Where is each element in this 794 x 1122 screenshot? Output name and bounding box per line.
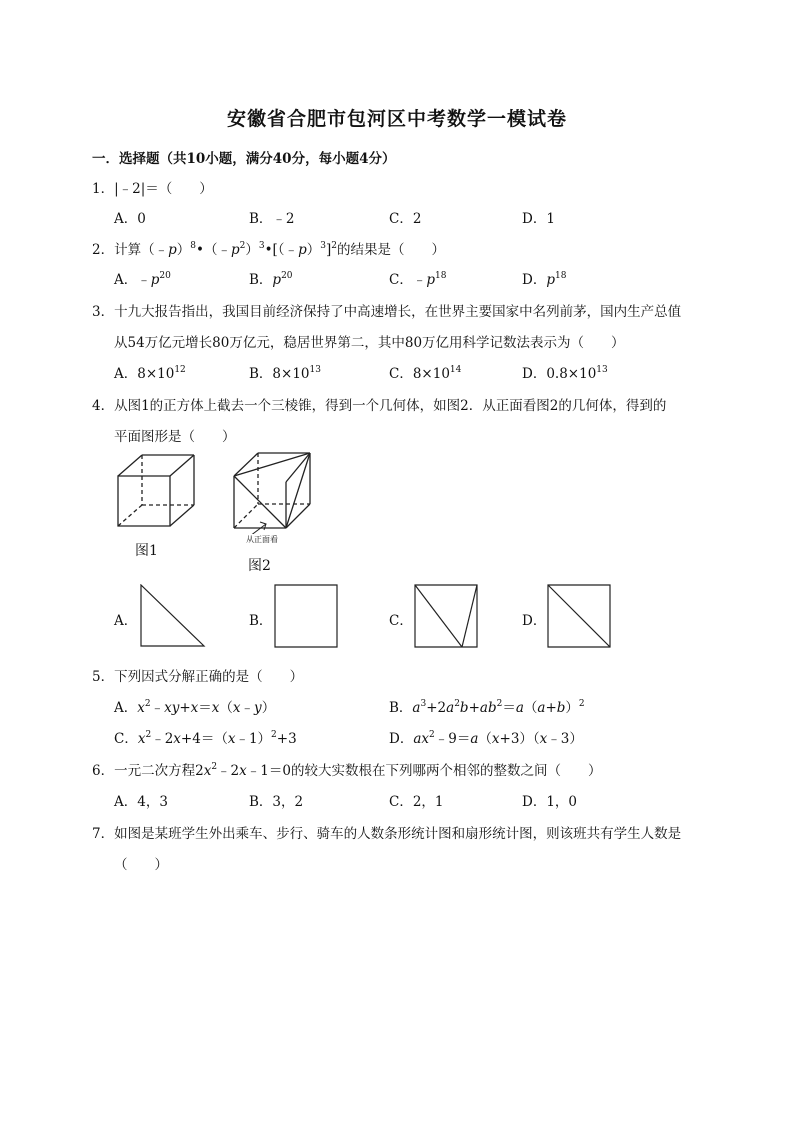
question-number: 3． — [92, 304, 115, 320]
question-3 — [92, 300, 681, 320]
question-7 — [92, 822, 681, 842]
stem-exp: 3 — [320, 241, 326, 251]
q4-option-b-figure — [274, 584, 338, 648]
question-stem-line1: 十九大报告指出，我国目前经济保持了中高速增长，在世界主要国家中名列前茅，国内生产总值 — [114, 304, 682, 320]
q4-option-d-label: D． — [522, 613, 547, 629]
stem-text: ） — [176, 242, 191, 258]
q1-option-d: D．1 — [522, 211, 555, 227]
q4-option-a-figure — [140, 584, 206, 648]
page-title: 安徽省合肥市包河区中考数学一模试卷 — [226, 108, 567, 130]
question-number: 6． — [92, 763, 115, 779]
stem-text: ） — [306, 242, 321, 258]
stem-var: p — [168, 242, 177, 258]
figure-1-cube — [110, 450, 200, 532]
question-5 — [92, 665, 303, 685]
q6-option-a: A．4，3 — [114, 794, 168, 810]
stem-exp: 2 — [331, 241, 337, 251]
question-4 — [92, 394, 666, 414]
q5-option-a: A．$x^2﹣xy+x=x(x﹣y)$ — [114, 699, 276, 716]
q4-option-d-figure — [547, 584, 611, 648]
q3-option-b: B．$8\times 10^{13}$ — [249, 365, 321, 382]
q5-option-b: B．$a^3+2a^2b+ab^2=a(a+b)^2$ — [389, 699, 585, 716]
question-number: 1． — [92, 181, 115, 197]
q6-option-b: B．3，2 — [249, 794, 304, 810]
q4-option-c-label: C． — [389, 613, 413, 629]
q5-option-c: C．$x^2﹣2x+4=(x﹣1)^2+3$ — [114, 730, 297, 747]
figure-2-solid — [226, 448, 318, 534]
q2-option-b: B．$p^{20}$ — [249, 271, 293, 288]
question-stem-line1: 从图1的正方体上截去一个三棱锥，得到一个几何体，如图2．从正面看图2的几何体，得到的 — [114, 398, 667, 414]
question-number: 5． — [92, 669, 115, 685]
question-4-line2: 平面图形是（ ） — [114, 429, 236, 445]
q1-option-a: A．0 — [114, 211, 146, 227]
question-number: 2． — [92, 242, 115, 258]
q3-option-a: A．$8\times 10^{12}$ — [114, 365, 186, 382]
q4-option-b-label: B． — [249, 613, 273, 629]
q4-option-a-label: A． — [114, 613, 138, 629]
stem-text: •（﹣ — [195, 242, 231, 258]
stem-exp: 3 — [258, 241, 265, 251]
section-heading: 一．选择题（共10小题，满分40分，每小题4分） — [92, 151, 396, 167]
q1-option-b: B．﹣2 — [249, 211, 295, 227]
stem-text: ） — [245, 242, 259, 258]
stem-var: p — [298, 242, 307, 258]
q1-option-c: C．2 — [389, 211, 422, 227]
q2-option-c: C．$﹣p^{18}$ — [389, 271, 447, 288]
stem-text: 计算（﹣ — [114, 242, 169, 258]
stem-text: •[（﹣ — [264, 242, 299, 258]
q6-option-d: D．1，0 — [522, 794, 578, 810]
q2-option-a: A．$﹣p^{20}$ — [114, 271, 171, 288]
question-stem: |﹣2|＝（ ） — [114, 181, 213, 197]
stem-exp: 2 — [239, 241, 246, 251]
question-3-line2: 从54万亿元增长80万亿元，稳居世界第二，其中80万亿用科学记数法表示为（ ） — [114, 335, 625, 351]
q3-option-d: D．$0.8\times 10^{13}$ — [522, 365, 608, 382]
question-number: 4． — [92, 398, 115, 414]
stem-var: p — [230, 242, 240, 258]
q3-option-c: C．$8\times 10^{14}$ — [389, 365, 462, 382]
q6-option-c: C．2，1 — [389, 794, 444, 810]
q4-option-c-figure — [414, 584, 478, 648]
question-1 — [92, 177, 213, 197]
stem-text: ] — [325, 242, 332, 258]
figure-1-label: 图1 — [135, 543, 158, 559]
arrow-label: 从正面看 — [246, 535, 278, 544]
question-7-line2: （ ） — [114, 857, 168, 873]
q2-option-d: D．$p^{18}$ — [522, 271, 567, 288]
stem-text: 的结果是（ ） — [336, 242, 445, 258]
question-stem: 下列因式分解正确的是（ ） — [114, 669, 304, 685]
figure-2-label: 图2 — [248, 558, 271, 574]
question-2 — [92, 238, 445, 258]
question-number: 7． — [92, 826, 115, 842]
question-6: 6．一元二次方程$2x^2﹣2x﹣1=0$的较大实数根在下列哪两个相邻的整数之间（ ） — [92, 762, 602, 779]
stem-exp: 8 — [190, 241, 196, 251]
question-stem-line1: 如图是某班学生外出乘车、步行、骑车的人数条形统计图和扇形统计图，则该班共有学生人数是 — [114, 826, 682, 842]
q5-option-d: D．$ax^2﹣9=a(x+3)(x﹣3)$ — [389, 730, 583, 747]
